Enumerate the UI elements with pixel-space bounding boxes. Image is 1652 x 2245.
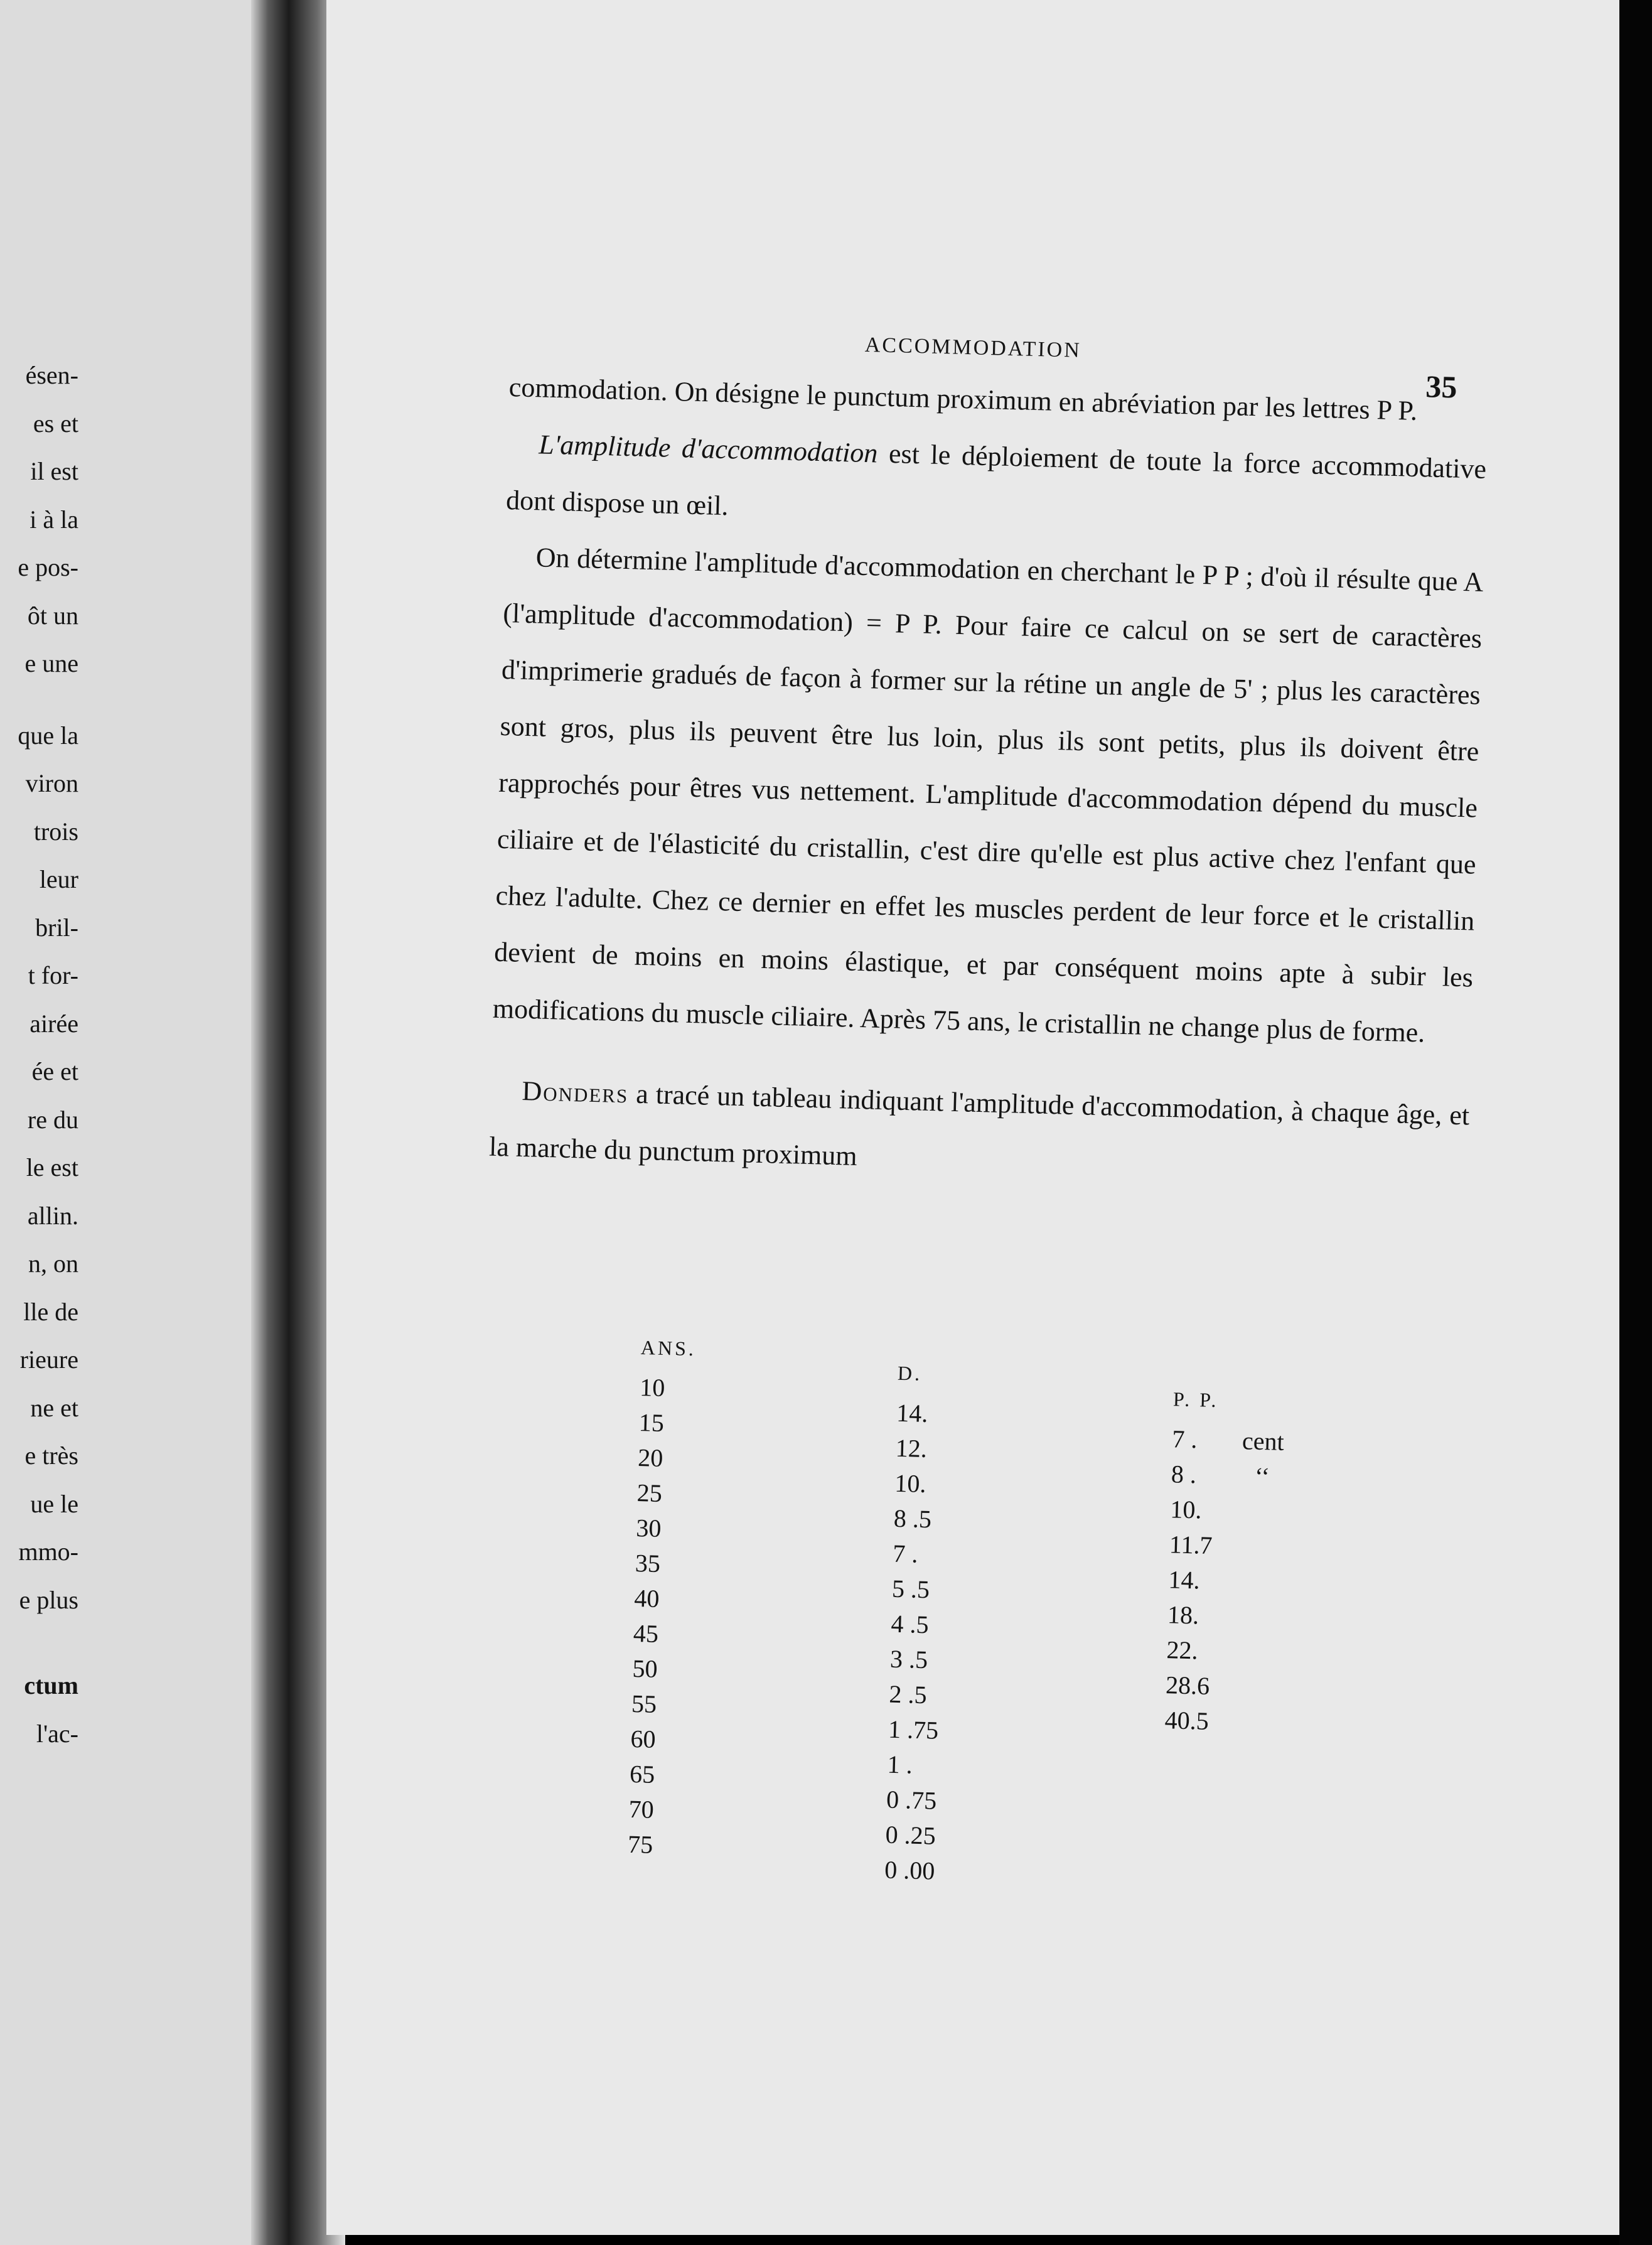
left-page-line: allin.: [27, 1201, 78, 1230]
table-cell-ans: 10: [639, 1373, 665, 1402]
table-cell-pp: [1168, 1562, 1307, 1601]
table-cell-ans: 70: [628, 1794, 655, 1824]
table-cell-pp-value: 40.5: [1164, 1706, 1210, 1735]
left-page-line: ée et: [31, 1057, 78, 1085]
left-page-line: ue le: [30, 1489, 78, 1518]
table-cell-pp: [1169, 1527, 1307, 1566]
table-cell-d: 1 .75: [888, 1715, 939, 1745]
left-page-line: e plus: [19, 1585, 78, 1614]
left-page-line: le est: [26, 1153, 78, 1182]
table-cell-d: 1 .: [887, 1750, 913, 1779]
left-page-line: [0, 1624, 78, 1662]
table-cell-ans: 45: [633, 1618, 659, 1648]
column-header-pp: P. P.: [1172, 1387, 1220, 1412]
left-page: [0, 0, 264, 2245]
body-text: [488, 359, 1488, 1200]
left-page-line: i à la: [30, 505, 78, 534]
left-page-line: e une: [24, 649, 78, 677]
left-page-line: re du: [27, 1105, 78, 1134]
table-cell-pp: [1166, 1632, 1305, 1671]
paragraph-4-text: a tracé un tableau indiquant l'amplitude d'accommodation, à chaque âge, et la marche du punctum proximum: [488, 1078, 1470, 1171]
paragraph-3: [492, 529, 1484, 1063]
table-cell-pp: [1172, 1421, 1311, 1460]
table-cell-pp: [1170, 1492, 1309, 1531]
left-page-line: es et: [33, 409, 78, 438]
table-cell-d: 10.: [894, 1468, 927, 1499]
table-cell-d: 8 .5: [893, 1504, 932, 1534]
table-cell-pp-unit: cent: [1242, 1426, 1285, 1456]
table-cell-pp-value: 18.: [1167, 1600, 1199, 1630]
table-cell-pp: [1165, 1667, 1304, 1706]
table-cell-pp: [1167, 1597, 1306, 1636]
table-cell-ans: 20: [637, 1443, 663, 1473]
left-page-line: ctum: [24, 1671, 78, 1699]
left-page-line: ne et: [30, 1393, 78, 1422]
left-page-line: [0, 688, 78, 712]
left-page-line: viron: [25, 769, 78, 797]
table-cell-pp-value: 14.: [1167, 1565, 1201, 1595]
table-cell-pp-value: 8 .: [1171, 1460, 1197, 1489]
paragraph-2-text: est le déploiement de toute la force accommodative dont dispose un œil.: [505, 438, 1487, 522]
table-cell-pp: [1164, 1703, 1303, 1742]
table-cell-pp-value: 7 .: [1171, 1424, 1198, 1454]
left-page-text: [0, 352, 78, 1758]
table-cell-pp-unit: ‘‘: [1254, 1462, 1270, 1491]
table-cell-ans: 35: [635, 1548, 661, 1578]
left-page-line: e pos-: [18, 553, 78, 581]
paragraph-3-text: On détermine l'amplitude d'accommodation en cherchant le P P ; d'où il résulte que A (l'amplitude d'accommodation) = P P. Pour faire ce calcul on se sert de caractères d'imprimerie gradués de façon à former sur la rétine un angle de 5' ; plus les caractères sont gros, plus ils peuvent être lus loin, plus ils sont petits, plus ils doivent être rapprochés pour êtres vus nettement. L'amplitude d'accommodation dépend du muscle ciliaire et de l'élasticité du cristallin, c'est dire qu'elle est plus active chez l'enfant que chez l'adulte. Chez ce dernier en effet les muscles perdent de leur force et le cristallin devient de moins en moins élastique, et par conséquent moins apte à subir les modifications du muscle ciliaire. Après 75 ans, le cristallin ne change plus de forme.: [492, 542, 1484, 1048]
left-page-line: n, on: [28, 1249, 78, 1278]
table-cell-pp-value: 28.6: [1165, 1671, 1210, 1700]
column-header-ans: ANS.: [640, 1336, 697, 1360]
left-page-line: mmo-: [18, 1537, 78, 1566]
table-cell-d: 4 .5: [890, 1609, 930, 1639]
left-page-line: bril-: [35, 913, 78, 942]
left-page-line: que la: [18, 721, 78, 750]
table-cell-ans: 75: [627, 1829, 653, 1859]
scan-right-edge: [1619, 0, 1652, 2245]
left-page-line: ésen-: [25, 361, 78, 389]
table-cell-d: 2 .5: [889, 1679, 928, 1709]
table-cell-ans: 30: [635, 1513, 662, 1543]
left-page-line: rieure: [19, 1345, 78, 1374]
table-cell-d: 7 .: [892, 1539, 919, 1568]
left-page-line: lle de: [23, 1297, 78, 1326]
table-cell-d: 12.: [895, 1433, 928, 1463]
table-cell-d: 3 .5: [889, 1644, 928, 1674]
left-page-line: il est: [30, 457, 78, 485]
column-pp: [1164, 1381, 1312, 1742]
paragraph-4-author: Donders: [521, 1075, 629, 1109]
paragraph-1-text: commodation. On désigne le punctum proximum en abréviation par les lettres P P.: [508, 372, 1418, 426]
table-cell-d: 5 .5: [891, 1574, 930, 1604]
paragraph-2-italic-term: L'amplitude d'accommodation: [538, 429, 879, 469]
left-page-line: trois: [33, 817, 78, 846]
page-number: 35: [1425, 369, 1458, 405]
table-cell-ans: 25: [636, 1478, 663, 1508]
left-page-line: l'ac-: [36, 1719, 78, 1748]
left-page-line: leur: [39, 865, 78, 893]
table-cell-ans: 50: [631, 1654, 658, 1683]
table-cell-d: 0 .75: [886, 1785, 937, 1815]
table-cell-pp-value: 10.: [1169, 1495, 1203, 1524]
table-cell-d: 14.: [896, 1398, 928, 1428]
table-cell-d: 0 .00: [884, 1855, 935, 1885]
table-cell-pp: [1171, 1456, 1309, 1495]
left-page-line: ôt un: [27, 601, 78, 630]
table-cell-pp-value: 11.7: [1169, 1530, 1213, 1559]
column-header-d: D.: [897, 1361, 923, 1385]
table-cell-ans: 60: [630, 1724, 657, 1753]
table-cell-ans: 15: [638, 1408, 665, 1438]
left-page-line: e très: [24, 1441, 78, 1470]
left-page-line: airée: [30, 1009, 78, 1038]
table-cell-ans: 65: [629, 1759, 655, 1789]
left-page-line: t for-: [28, 961, 78, 989]
running-head: ACCOMMODATION: [864, 333, 1082, 362]
table-cell-d: 0 .25: [885, 1820, 936, 1850]
table-cell-ans: 55: [631, 1689, 657, 1718]
table-cell-pp-value: 22.: [1166, 1635, 1199, 1665]
table-cell-ans: 40: [633, 1583, 660, 1613]
